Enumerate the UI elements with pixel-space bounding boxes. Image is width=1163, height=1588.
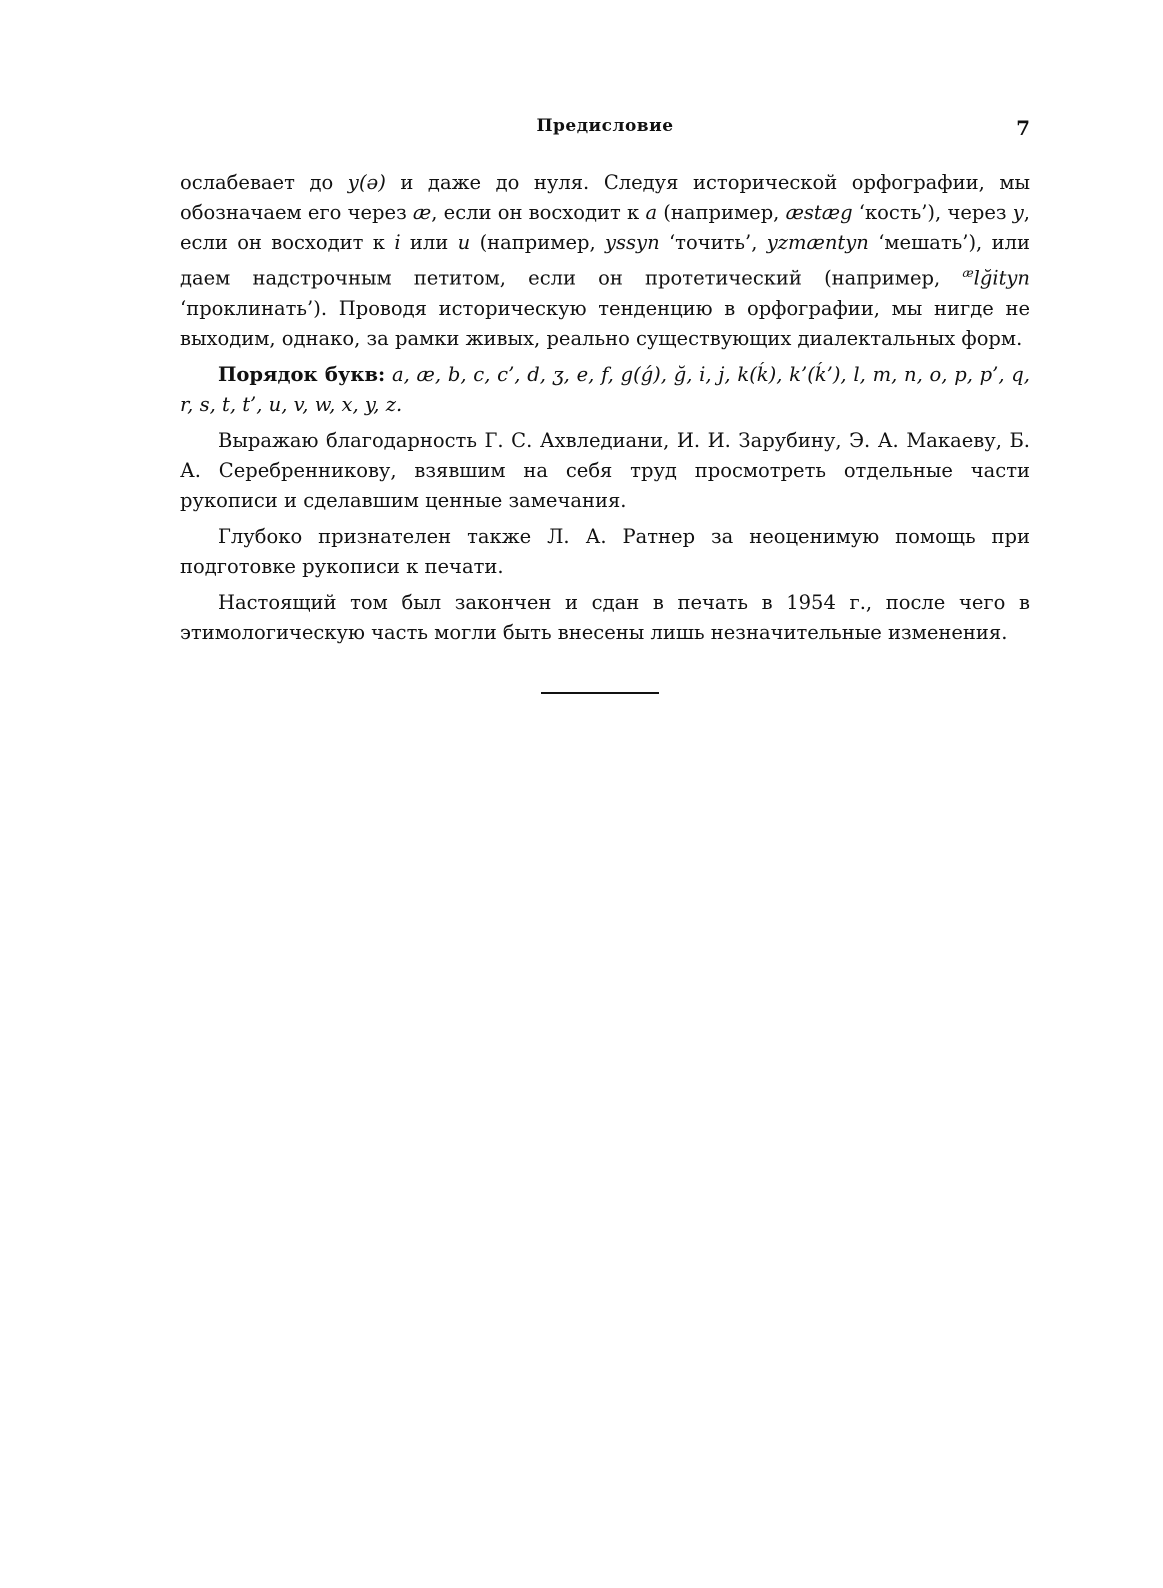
- paragraph-letter-order: Порядок букв: a, æ, b, c, c’, d, ʒ, e, f, g(ǵ), ğ, i, j, k(ḱ), k’(ḱ’), l, m, n, o, p, p’, q, r, s, t, t’, u, v, w, x, y, z.: [180, 362, 1030, 416]
- page-number: 7: [1016, 116, 1030, 140]
- paragraph-acknowledgements: Выражаю благодарность Г. С. Ахвледиани, И. И. Зарубину, Э. А. Макаеву, Б. А. Серебренникову, взявшим на себя труд просмотреть отдельные части рукописи и сделавшим ценные замечания.: [180, 428, 1030, 512]
- paragraph-completion-note: Настоящий том был закончен и сдан в печать в 1954 г., после чего в этимологическую часть могли быть внесены лишь незначительные изменения.: [180, 590, 1030, 644]
- section-divider: [541, 692, 659, 694]
- body-text: [180, 168, 1030, 648]
- paragraph-thanks-ratner: Глубоко признателен также Л. А. Ратнер за неоценимую помощь при подготовке рукописи к печати.: [180, 524, 1030, 578]
- page-header: [180, 116, 1030, 146]
- paragraph-orthography: ослабевает до у(ə) и даже до нуля. Следуя исторической орфографии, мы обозначаем его через æ, если он восходит к a (например, æstæg ‘кость’), через y, если он восходит к i или u (например, yssyn ‘точить’, yzmæntyn ‘мешать’), или даем надстрочным петитом, если он протетический (например, $^æ$lğityn ‘проклинать’). Проводя историческую тенденцию в орфографии, мы нигде не выходим, однако, за рамки живых, реально существующих диалектальных форм.: [180, 171, 1031, 350]
- running-head: Предисловие: [536, 116, 674, 136]
